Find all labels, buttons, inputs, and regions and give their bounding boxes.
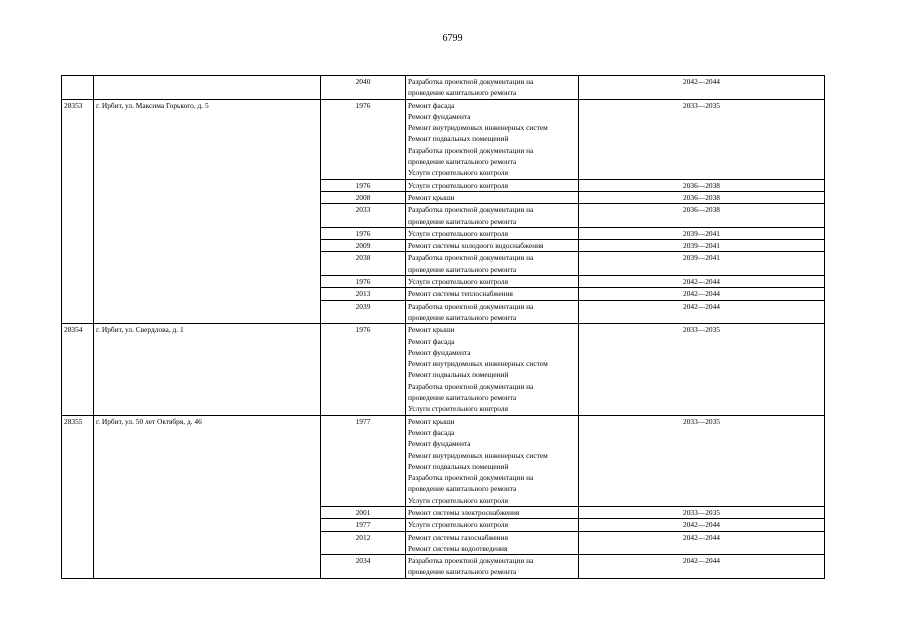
period-cell: 2042—2044	[579, 531, 825, 555]
work-type-line: Разработка проектной документации на	[408, 381, 534, 391]
work-type-line: Услуги строительного контроля	[408, 277, 508, 287]
year-cell: 2039	[321, 300, 406, 324]
work-type-line: Услуги строительного контроля	[408, 520, 508, 530]
period-cell: 2039—2041	[579, 227, 825, 239]
table-row	[62, 76, 825, 100]
year-cell: 2009	[321, 240, 406, 252]
work-type-line: Услуги строительного контроля	[408, 495, 508, 505]
work-type-cell	[406, 191, 579, 203]
year-cell: 2013	[321, 288, 406, 300]
period-cell: 2033—2035	[579, 415, 825, 506]
work-type-cell	[406, 519, 579, 531]
work-type-line: Ремонт системы электроснабжения	[408, 507, 520, 517]
work-type-cell	[406, 204, 579, 228]
address-cell: г. Ирбит, ул. Максима Горького, д. 5	[94, 99, 321, 324]
work-type-line: Разработка проектной документации на	[408, 556, 534, 566]
period-cell: 2042—2044	[579, 519, 825, 531]
work-type-line: Услуги строительного контроля	[408, 228, 508, 238]
house-id-cell: 28354	[62, 324, 94, 415]
work-type-cell	[406, 240, 579, 252]
work-type-line: Ремонт подвальных помещений	[408, 461, 509, 471]
period-cell: 2039—2041	[579, 252, 825, 276]
work-type-line: Ремонт фундамента	[408, 439, 471, 449]
work-type-line: проведение капитального ремонта	[408, 157, 517, 167]
table-row	[62, 415, 825, 506]
year-cell: 2034	[321, 555, 406, 579]
work-type-cell	[406, 288, 579, 300]
work-type-line: Ремонт фасада	[408, 336, 455, 346]
work-type-cell	[406, 415, 579, 506]
period-cell: 2042—2044	[579, 288, 825, 300]
work-type-line: проведение капитального ремонта	[408, 393, 517, 403]
period-cell: 2033—2035	[579, 324, 825, 415]
period-cell: 2036—2038	[579, 191, 825, 203]
period-cell: 2033—2035	[579, 99, 825, 179]
table-row	[62, 324, 825, 415]
house-id-cell: 28353	[62, 99, 94, 324]
work-type-line: Ремонт системы водоотведения	[408, 543, 508, 553]
year-cell: 1976	[321, 179, 406, 191]
work-type-line: Ремонт системы газоснабжения	[408, 532, 508, 542]
address-cell: г. Ирбит, ул. 50 лет Октября, д. 46	[94, 415, 321, 578]
year-cell: 2040	[321, 76, 406, 100]
year-cell: 2033	[321, 204, 406, 228]
work-type-line: Разработка проектной документации на	[408, 145, 534, 155]
year-cell: 1977	[321, 519, 406, 531]
work-type-line: проведение капитального ремонта	[408, 216, 517, 226]
work-type-cell	[406, 276, 579, 288]
work-type-cell	[406, 252, 579, 276]
year-cell: 1976	[321, 324, 406, 415]
period-cell: 2039—2041	[579, 240, 825, 252]
work-type-line: Услуги строительного контроля	[408, 168, 508, 178]
address-cell	[94, 76, 321, 100]
year-cell: 2012	[321, 531, 406, 555]
work-type-line: Ремонт подвальных помещений	[408, 370, 509, 380]
year-cell: 1976	[321, 227, 406, 239]
table-body	[62, 76, 825, 579]
work-type-cell	[406, 324, 579, 415]
work-type-line: Ремонт системы теплоснабжения	[408, 289, 513, 299]
year-cell: 2008	[321, 191, 406, 203]
period-cell: 2036—2038	[579, 204, 825, 228]
period-cell: 2042—2044	[579, 276, 825, 288]
year-cell: 1977	[321, 415, 406, 506]
work-type-cell	[406, 506, 579, 518]
work-type-line: Ремонт фасада	[408, 100, 455, 110]
work-type-line: Услуги строительного контроля	[408, 404, 508, 414]
house-id-cell: 28355	[62, 415, 94, 578]
work-type-line: Ремонт крыши	[408, 416, 455, 426]
work-type-cell	[406, 179, 579, 191]
work-type-line: Ремонт внутридомовых инженерных систем	[408, 359, 548, 369]
work-type-line: Ремонт фасада	[408, 427, 455, 437]
work-type-cell	[406, 555, 579, 579]
work-type-line: Разработка проектной документации на	[408, 205, 534, 215]
period-cell: 2033—2035	[579, 506, 825, 518]
house-id-cell	[62, 76, 94, 100]
table-row	[62, 99, 825, 179]
repair-schedule-table	[61, 75, 825, 579]
work-type-line: Разработка проектной документации на	[408, 77, 534, 86]
work-type-cell	[406, 99, 579, 179]
work-type-cell	[406, 227, 579, 239]
work-type-line: Ремонт внутридомовых инженерных систем	[408, 450, 548, 460]
work-type-line: Услуги строительного контроля	[408, 180, 508, 190]
period-cell: 2042—2044	[579, 300, 825, 324]
work-type-line: Разработка проектной документации на	[408, 253, 534, 263]
period-cell: 2042—2044	[579, 555, 825, 579]
work-type-line: проведение капитального ремонта	[408, 484, 517, 494]
year-cell: 1976	[321, 276, 406, 288]
work-type-cell	[406, 531, 579, 555]
work-type-line: проведение капитального ремонта	[408, 567, 517, 577]
address-cell: г. Ирбит, ул. Свердлова, д. 1	[94, 324, 321, 415]
work-type-line: Ремонт системы холодного водоснабжения	[408, 241, 544, 251]
work-type-cell	[406, 300, 579, 324]
year-cell: 2038	[321, 252, 406, 276]
work-type-line: Ремонт подвальных помещений	[408, 134, 509, 144]
period-cell: 2036—2038	[579, 179, 825, 191]
work-type-line: проведение капитального ремонта	[408, 88, 517, 98]
period-cell: 2042—2044	[579, 76, 825, 100]
work-type-line: Ремонт внутридомовых инженерных систем	[408, 123, 548, 133]
work-type-line: проведение капитального ремонта	[408, 312, 517, 322]
year-cell: 2001	[321, 506, 406, 518]
work-type-line: Разработка проектной документации на	[408, 301, 534, 311]
work-type-line: Ремонт крыши	[408, 325, 455, 335]
work-type-line: Разработка проектной документации на	[408, 473, 534, 483]
work-type-cell	[406, 76, 579, 100]
year-cell: 1976	[321, 99, 406, 179]
work-type-line: проведение капитального ремонта	[408, 264, 517, 274]
work-type-line: Ремонт фундамента	[408, 347, 471, 357]
page-number: 6799	[442, 33, 463, 44]
work-type-line: Ремонт крыши	[408, 192, 455, 202]
work-type-line: Ремонт фундамента	[408, 111, 471, 121]
